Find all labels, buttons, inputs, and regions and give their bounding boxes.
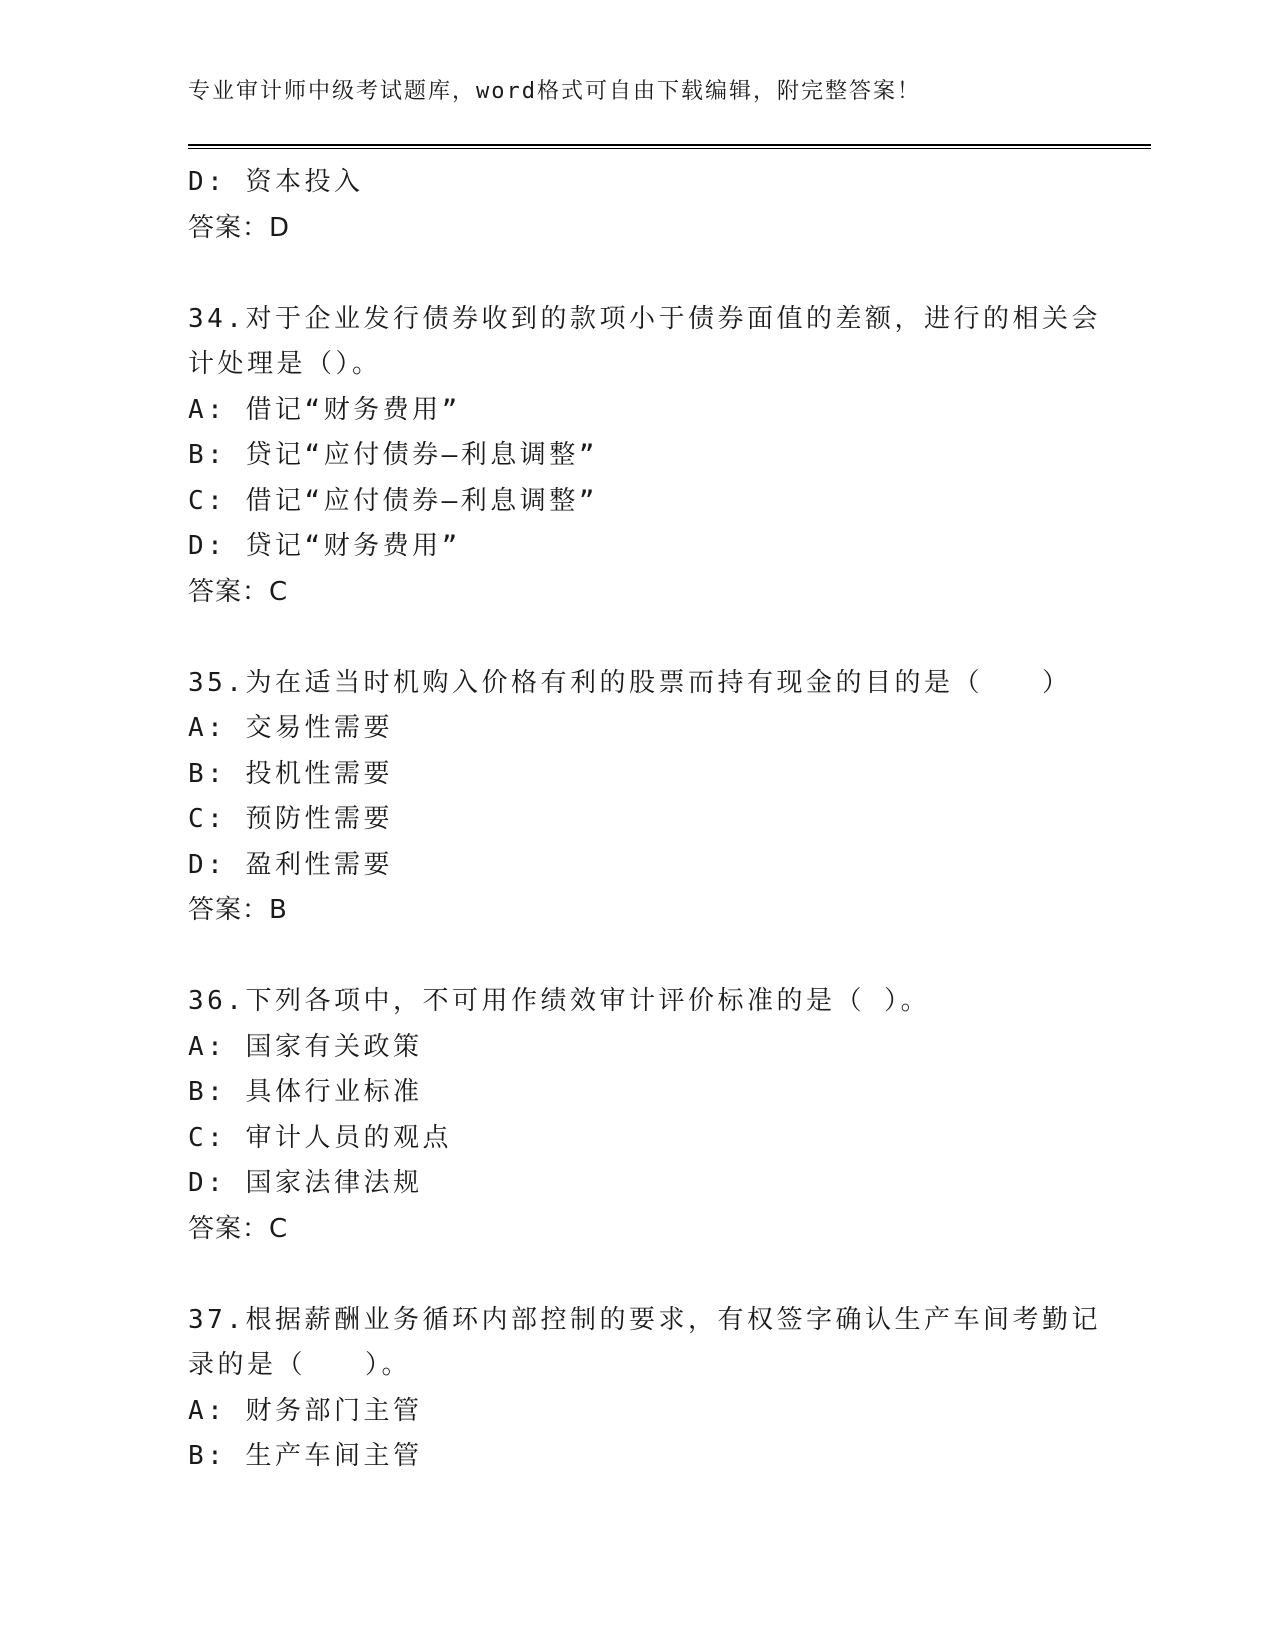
spacer bbox=[188, 251, 1088, 297]
question-37-option-b: B: 生产车间主管 bbox=[188, 1441, 423, 1471]
document-body bbox=[188, 160, 1101, 1480]
spacer bbox=[188, 615, 1088, 661]
question-34-answer: 答案：C bbox=[188, 576, 289, 607]
question-35-option-c: C: 预防性需要 bbox=[188, 804, 393, 834]
question-34-stem-line2: 计处理是（）。 bbox=[188, 349, 382, 379]
question-34-option-a: A: 借记“财务费用” bbox=[188, 394, 461, 425]
question-37-stem-line1: 37.根据薪酬业务循环内部控制的要求，有权签字确认生产车间考勤记 bbox=[188, 1304, 1101, 1335]
header-divider bbox=[188, 144, 1151, 149]
question-37-option-a: A: 财务部门主管 bbox=[188, 1395, 423, 1426]
question-35-option-d: D: 盈利性需要 bbox=[188, 849, 393, 880]
spacer bbox=[188, 934, 1088, 980]
question-35-option-a: A: 交易性需要 bbox=[188, 713, 393, 743]
question-36-option-d: D: 国家法律法规 bbox=[188, 1168, 423, 1198]
question-37-stem-line2: 录的是（ ）。 bbox=[188, 1350, 412, 1380]
prev-question-option-d: D: 资本投入 bbox=[188, 167, 364, 197]
question-35-option-b: B: 投机性需要 bbox=[188, 758, 393, 789]
question-34-stem-line1: 34.对于企业发行债券收到的款项小于债券面值的差额，进行的相关会 bbox=[188, 303, 1101, 334]
question-36-option-b: B: 具体行业标准 bbox=[188, 1077, 423, 1107]
question-36-stem-line1: 36.下列各项中，不可用作绩效审计评价标准的是（ ）。 bbox=[188, 986, 931, 1016]
prev-question-answer: 答案：D bbox=[188, 212, 291, 243]
page-header: 专业审计师中级考试题库，word格式可自由下载编辑，附完整答案！ bbox=[188, 79, 921, 104]
question-34-option-b: B: 贷记“应付债券—利息调整” bbox=[188, 440, 598, 470]
question-35-stem-line1: 35.为在适当时机购入价格有利的股票而持有现金的目的是（ ） bbox=[188, 667, 1072, 698]
question-36-answer: 答案：C bbox=[188, 1213, 289, 1244]
question-35-answer: 答案：B bbox=[188, 895, 288, 925]
question-36-option-a: A: 国家有关政策 bbox=[188, 1031, 423, 1062]
spacer bbox=[188, 1252, 1088, 1298]
question-34-option-c: C: 借记“应付债券—利息调整” bbox=[188, 485, 598, 516]
question-36-option-c: C: 审计人员的观点 bbox=[188, 1122, 452, 1153]
question-34-option-d: D: 贷记“财务费用” bbox=[188, 531, 461, 561]
